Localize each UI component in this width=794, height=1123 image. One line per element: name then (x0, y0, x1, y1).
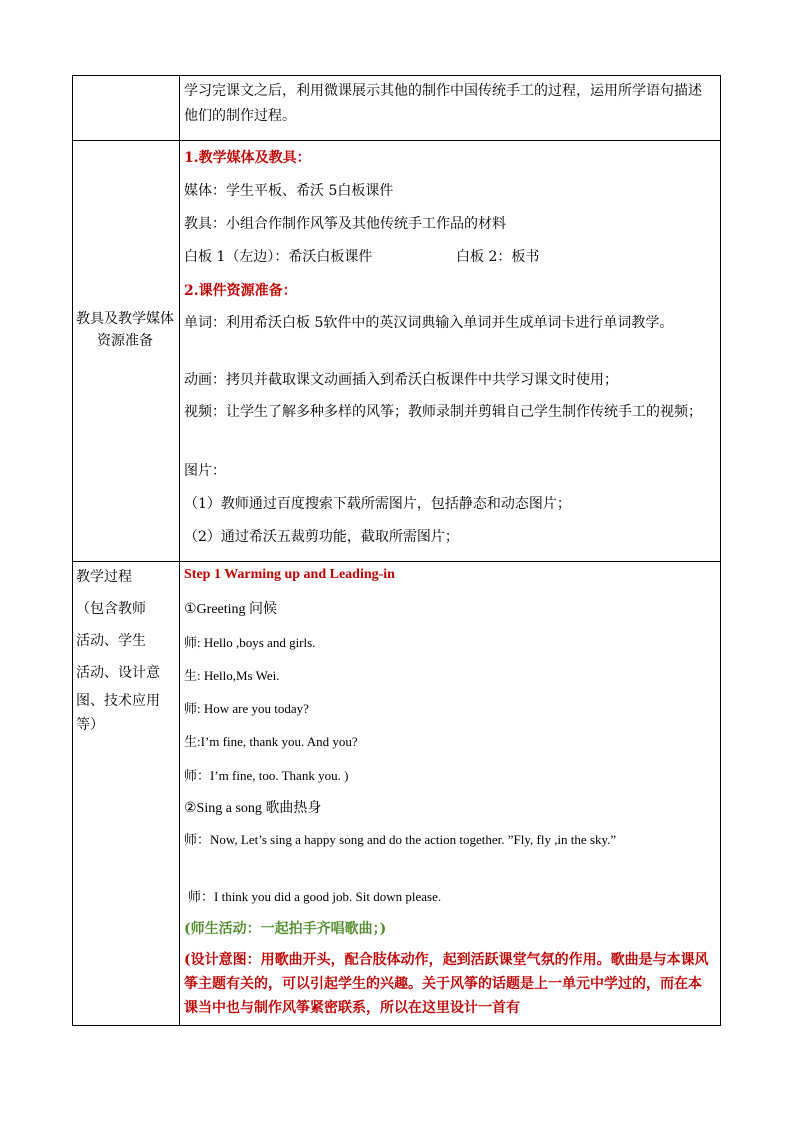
row3-label-3: 活动、学生 (76, 633, 146, 649)
table-border-bottom (72, 1025, 721, 1026)
row3-label-2: （包含教师 (76, 601, 146, 617)
heading-media-tools: 1.教学媒体及教具： (184, 150, 311, 166)
table-border-right (720, 75, 721, 1026)
row1-text: 学习完课文之后，利用微课展示其他的制作中国传统手工的过程，运用所学语句描述他们的制作过程。 (184, 83, 702, 124)
design-intent: (设计意图：用歌曲开头，配合肢体动作，起到活跃课堂气氛的作用。歌曲是与本课风筝主题有关的，可以引起学生的兴趣。关于风筝的话题是上一单元中学过的，而在本课当中也与制作风筝紧密联系，所以在这里设计一首有 (184, 952, 709, 1016)
row3-label-1: 教学过程 (76, 569, 132, 585)
dialog-line-5: 师：I’m fine, too. Thank you. ) (184, 768, 349, 783)
words-line: 单词：利用希沃白板 5软件中的英汉词典输入单词并生成单词卡进行单词教学。 (184, 315, 674, 331)
heading-courseware: 2.课件资源准备： (184, 283, 297, 299)
table-border-row1 (72, 140, 721, 141)
animation-line: 动画：拷贝并截取课文动画插入到希沃白板课件中共学习课文时使用； (184, 372, 618, 388)
greeting-line: ①Greeting 问候 (184, 602, 278, 617)
pic1-line: （1）教师通过百度搜索下载所需图片，包括静态和动态图片； (184, 496, 571, 512)
table-border-row2 (72, 561, 721, 562)
sing-line: ②Sing a song 歌曲热身 (184, 801, 322, 816)
table-border-middle (179, 75, 180, 1026)
dialog-line-7: 师：I think you did a good job. Sit down please. (188, 889, 442, 904)
dialog-line-3: 师: How are you today? (184, 701, 309, 716)
table-border-left (72, 75, 73, 1026)
row3-label-5: 图、技术应用 (76, 693, 160, 709)
board2-line: 白板 2：板书 (456, 249, 540, 265)
tools-line: 教具：小组合作制作风筝及其他传统手工作品的材料 (184, 216, 506, 232)
dialog-line-1: 师: Hello ,boys and girls. (184, 635, 316, 650)
video-line: 视频：让学生了解多种多样的风筝；教师录制并剪辑自己学生制作传统手工的视频； (184, 404, 702, 420)
board1-line: 白板 1（左边）：希沃白板课件 (184, 249, 373, 265)
pic2-line: （2）通过希沃五裁剪功能，截取所需图片； (184, 529, 459, 545)
dialog-line-6: 师：Now, Let’s sing a happy song and do the action together. ”Fly, fly ,in the sky.” (184, 832, 617, 847)
row3-label-6: 等） (76, 717, 104, 733)
media-line: 媒体：学生平板、希沃 5白板课件 (184, 183, 394, 199)
dialog-line-2: 生: Hello,Ms Wei. (184, 668, 280, 683)
table-border-top (72, 75, 721, 76)
row3-label-4: 活动、设计意 (76, 665, 160, 681)
row2-label: 教具及教学媒体资源准备 (76, 311, 174, 349)
pictures-line: 图片： (184, 463, 226, 479)
activity-note: (师生活动：一起拍手齐唱歌曲；) (184, 921, 387, 937)
step1-heading: Step 1 Warming up and Leading-in (184, 567, 395, 582)
dialog-line-4: 生:I’m fine, thank you. And you? (184, 734, 358, 749)
